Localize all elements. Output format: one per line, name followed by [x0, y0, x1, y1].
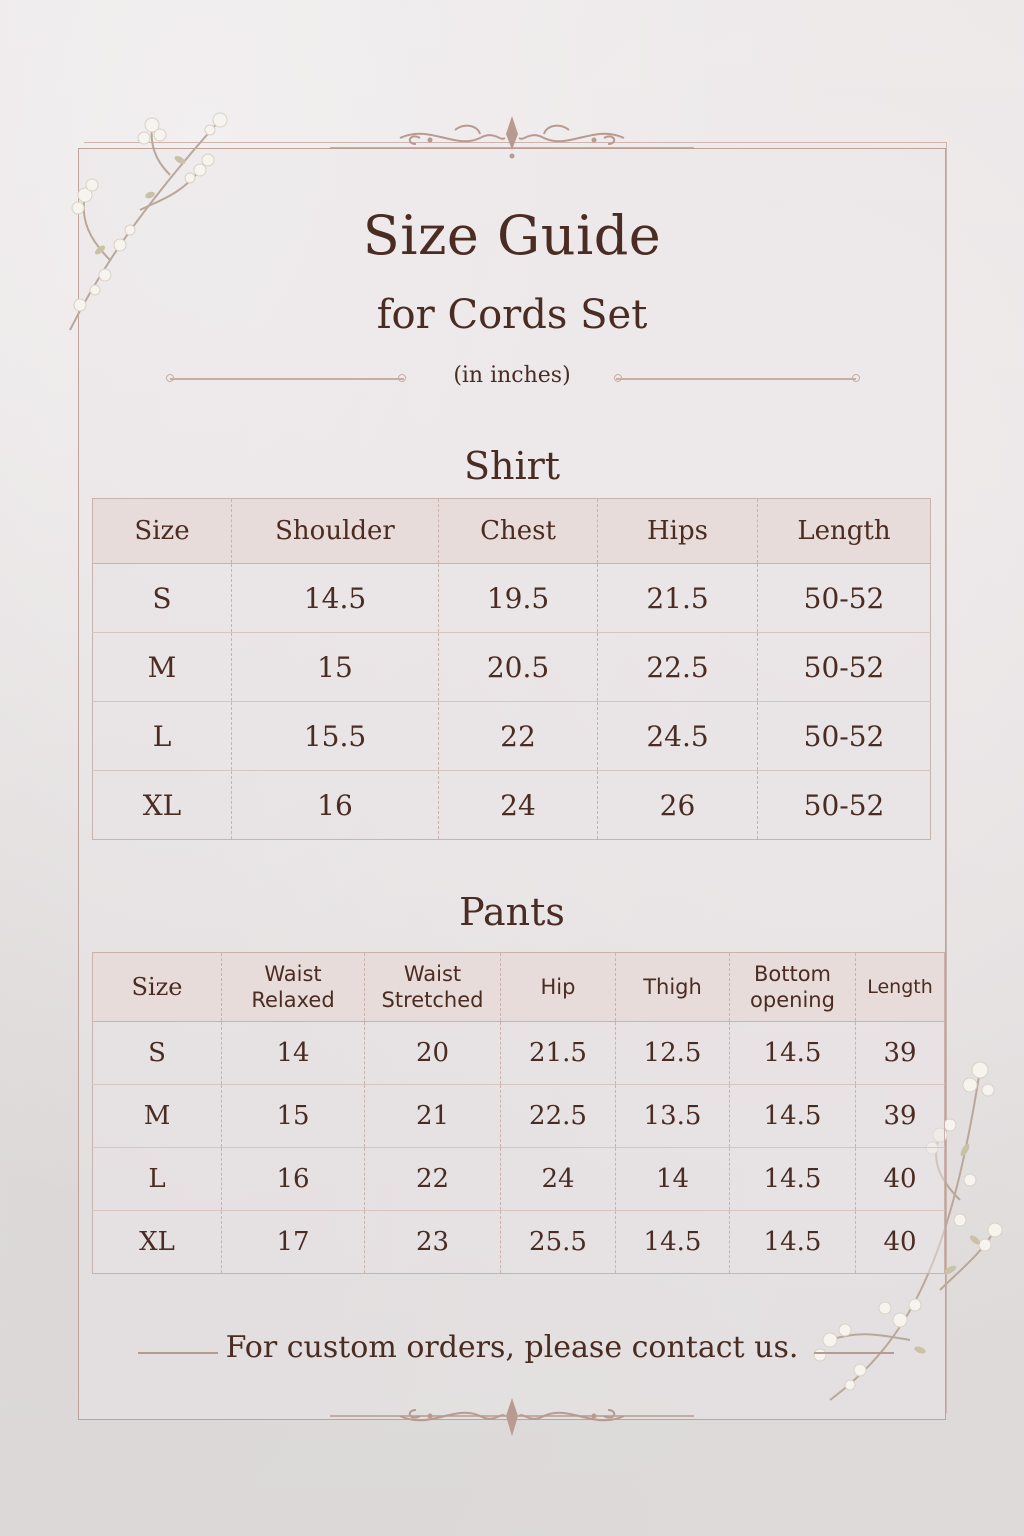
pants-col-waist-relaxed: Waist Relaxed — [222, 953, 365, 1022]
table-cell: 50-52 — [758, 564, 931, 633]
pants-col-size: Size — [93, 953, 222, 1022]
table-cell: 39 — [856, 1085, 945, 1148]
table-cell: 24 — [501, 1148, 616, 1211]
table-cell: 14.5 — [730, 1022, 856, 1085]
table-row — [93, 633, 931, 702]
table-cell: 12.5 — [616, 1022, 730, 1085]
table-cell: 20 — [365, 1022, 501, 1085]
table-cell: 50-52 — [758, 633, 931, 702]
table-cell: 26 — [598, 771, 758, 840]
pants-col-thigh: Thigh — [616, 953, 730, 1022]
pants-col-bottom-opening: Bottom opening — [730, 953, 856, 1022]
shirt-col-length: Length — [758, 499, 931, 564]
units-label: (in inches) — [453, 363, 571, 388]
table-cell: 40 — [883, 1227, 917, 1257]
units-divider-right-end-dot — [852, 374, 860, 382]
table-row — [93, 564, 931, 633]
table-cell: 14.5 — [730, 1211, 856, 1274]
table-cell: 15 — [222, 1085, 365, 1148]
table-cell: 14.5 — [730, 1085, 856, 1148]
table-cell: 21.5 — [598, 564, 758, 633]
table-cell: M — [93, 633, 232, 702]
table-cell: 40 — [856, 1148, 945, 1211]
table-cell: 50-52 — [758, 702, 931, 771]
table-cell: M — [93, 1085, 222, 1148]
table-cell: 24 — [439, 771, 598, 840]
table-cell: 24.5 — [598, 702, 758, 771]
table-cell: L — [93, 702, 232, 771]
custom-orders-note: For custom orders, please contact us. — [225, 1330, 799, 1365]
table-row — [93, 1022, 945, 1085]
shirt-size-table — [92, 498, 931, 840]
table-cell: 23 — [365, 1211, 501, 1274]
page-subtitle: for Cords Set — [376, 292, 648, 338]
table-cell: 50-52 — [803, 788, 885, 822]
table-cell: 39 — [856, 1022, 945, 1085]
table-row — [93, 1085, 945, 1148]
pants-col-length: Length — [856, 953, 945, 1022]
table-cell: 14.5 — [616, 1211, 730, 1274]
table-cell: 15 — [232, 633, 439, 702]
table-cell: S — [93, 564, 232, 633]
table-cell: 25.5 — [501, 1211, 616, 1274]
units-divider-right — [616, 378, 856, 380]
table-cell: L — [93, 1148, 222, 1211]
table-cell: S — [93, 1022, 222, 1085]
shirt-col-shoulder: Shoulder — [232, 499, 439, 564]
table-cell: 14 — [616, 1148, 730, 1211]
shirt-section-title: Shirt — [463, 444, 561, 488]
pants-col-hip: Hip — [501, 953, 616, 1022]
table-row — [93, 1148, 945, 1211]
table-cell: 21.5 — [501, 1022, 616, 1085]
pants-section-title: Pants — [459, 890, 565, 934]
footer-divider-right — [814, 1352, 894, 1354]
table-cell: 20.5 — [439, 633, 598, 702]
pants-header-row — [93, 953, 945, 1022]
units-divider-right-dot — [614, 374, 622, 382]
table-cell: 22 — [365, 1148, 501, 1211]
pants-size-table — [92, 952, 945, 1274]
table-row — [93, 702, 931, 771]
shirt-header-row — [93, 499, 931, 564]
table-cell: 19.5 — [439, 564, 598, 633]
page-title: Size Guide — [362, 204, 662, 267]
table-cell: XL — [93, 771, 232, 840]
table-cell: 22 — [439, 702, 598, 771]
shirt-col-size: Size — [93, 499, 232, 564]
table-cell: 14.5 — [232, 564, 439, 633]
table-cell: 16 — [222, 1148, 365, 1211]
table-cell: XL — [93, 1211, 222, 1274]
table-cell: 22.5 — [501, 1085, 616, 1148]
table-row — [93, 771, 931, 840]
pants-col-waist-stretched: Waist Stretched — [365, 953, 501, 1022]
shirt-col-chest: Chest — [439, 499, 598, 564]
table-cell: 14 — [222, 1022, 365, 1085]
table-cell: 15.5 — [232, 702, 439, 771]
table-cell: 13.5 — [616, 1085, 730, 1148]
table-row — [93, 1211, 945, 1274]
table-cell: 22.5 — [598, 633, 758, 702]
table-cell: 16 — [232, 771, 439, 840]
table-cell: 14.5 — [730, 1148, 856, 1211]
table-cell: 17 — [222, 1211, 365, 1274]
shirt-col-hips: Hips — [598, 499, 758, 564]
table-cell: 21 — [365, 1085, 501, 1148]
